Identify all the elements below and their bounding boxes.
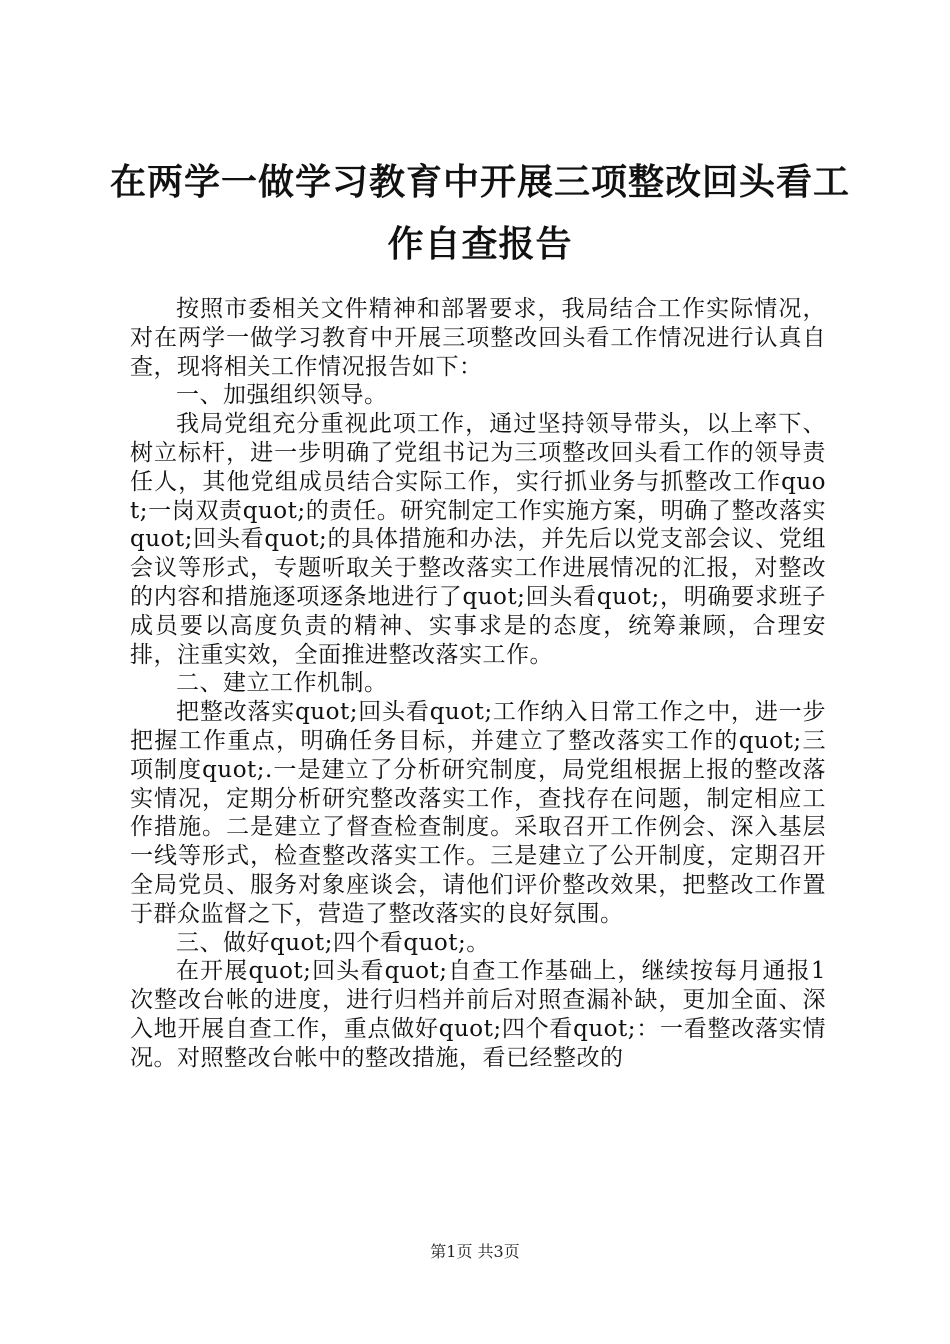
- section-heading-2: 二、建立工作机制。: [176, 670, 388, 697]
- intro-paragraph: 按照市委相关文件精神和部署要求，我局结合工作实际情况，对在两学一做学习教育中开展三项整改回头看工作情况进行认真自查，现将相关工作情况报告如下：: [130, 296, 826, 380]
- document-body: [130, 295, 826, 1073]
- page-footer: 第1页 共3页: [430, 1242, 520, 1261]
- section-paragraph-1: 我局党组充分重视此项工作，通过坚持领导带头，以上率下、树立标杆，进一步明确了党组书记为三项整改回头看工作的领导责任人，其他党组成员结合实际工作，实行抓业务与抓整改工作quot;一岗双责quot;的责任。研究制定工作实施方案，明确了整改落实quot;回头看quot;的具体措施和办法，并先后以党支部会议、党组会议等形式，专题听取关于整改落实工作进展情况的汇报，对整改的内容和措施逐项逐条地进行了quot;回头看quot;，明确要求班子成员要以高度负责的精神、实事求是的态度，统筹兼顾，合理安排，注重实效，全面推进整改落实工作。: [130, 411, 826, 668]
- section-paragraph-2: 把整改落实quot;回头看quot;工作纳入日常工作之中，进一步把握工作重点，明确任务目标，并建立了整改落实工作的quot;三项制度quot;.一是建立了分析研究制度，局党组根据上报的整改落实情况，定期分析研究整改落实工作，查找存在问题，制定相应工作措施。二是建立了督查检查制度。采取召开工作例会、深入基层一线等形式，检查整改落实工作。三是建立了公开制度，定期召开全局党员、服务对象座谈会，请他们评价整改效果，把整改工作置于群众监督之下，营造了整改落实的良好氛围。: [130, 699, 826, 927]
- page-title: 在两学一做学习教育中开展三项整改回头看工作自查报告: [110, 162, 851, 265]
- section-heading-1: 一、加强组织领导。: [176, 382, 388, 409]
- section-paragraph-3: 在开展quot;回头看quot;自查工作基础上，继续按每月通报1次整改台帐的进度，进行归档并前后对照查漏补缺，更加全面、深入地开展自查工作，重点做好quot;四个看quot;：一看整改落实情况。对照整改台帐中的整改措施，看已经整改的: [130, 958, 826, 1071]
- section-heading-3: 三、做好quot;四个看quot;。: [176, 929, 490, 956]
